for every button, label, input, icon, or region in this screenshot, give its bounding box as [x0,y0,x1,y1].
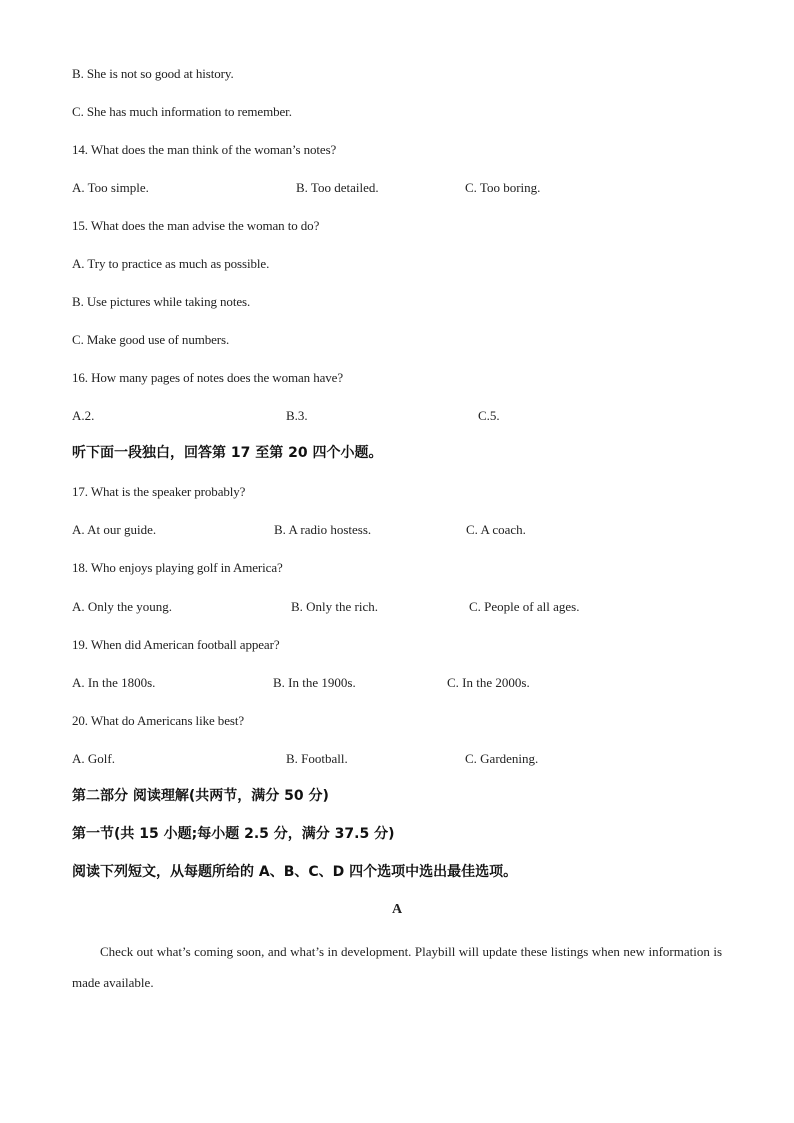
q15-option-a: A. Try to practice as much as possible. [72,256,270,271]
q19-option-b: B. In the 1900s. [273,675,356,690]
question-19: 19. When did American football appear? [72,637,280,652]
question-18: 18. Who enjoys playing golf in America? [72,560,283,575]
q15-option-c: C. Make good use of numbers. [72,332,230,347]
question-15: 15. What does the man advise the woman to do? [72,218,320,233]
q19-option-a: A. In the 1800s. [72,675,156,690]
q19-option-c: C. In the 2000s. [447,675,530,690]
q14-option-a: A. Too simple. [72,180,149,195]
q13-option-c: C. She has much information to remember. [72,104,292,119]
q14-option-c: C. Too boring. [465,180,541,195]
q13-option-b: B. She is not so good at history. [72,66,234,81]
question-17: 17. What is the speaker probably? [72,484,246,499]
q17-option-b: B. A radio hostess. [274,522,372,537]
q17-option-a: A. At our guide. [72,522,157,537]
q18-option-b: B. Only the rich. [291,599,379,614]
q20-option-c: C. Gardening. [465,751,539,766]
q20-option-b: B. Football. [286,751,348,766]
monologue-section-heading: 听下面一段独白，回答第 17 至第 20 四个小题。 [72,445,383,461]
reading-instructions: 阅读下列短文，从每题所给的 A、B、C、D 四个选项中选出最佳选项。 [72,864,518,880]
passage-paragraph: Check out what’s coming soon, and what’s in development. Playbill will update these listings when new information is made available. [72,944,722,990]
q16-option-a: A.2. [72,408,95,423]
q16-option-c: C.5. [478,408,500,423]
question-20: 20. What do Americans like best? [72,713,245,728]
q18-option-a: A. Only the young. [72,599,173,614]
q18-option-c: C. People of all ages. [469,599,580,614]
q14-option-b: B. Too detailed. [296,180,379,195]
q15-option-b: B. Use pictures while taking notes. [72,294,251,309]
q17-option-c: C. A coach. [466,522,526,537]
q16-option-b: B.3. [286,408,308,423]
part-two-heading: 第二部分 阅读理解(共两节，满分 50 分) [72,788,329,804]
passage-label: A [391,902,403,917]
question-14: 14. What does the man think of the woman’s notes? [72,142,337,157]
question-16: 16. How many pages of notes does the woman have? [72,370,344,385]
q20-option-a: A. Golf. [72,751,115,766]
section-one-heading: 第一节(共 15 小题;每小题 2.5 分，满分 37.5 分) [72,826,395,842]
